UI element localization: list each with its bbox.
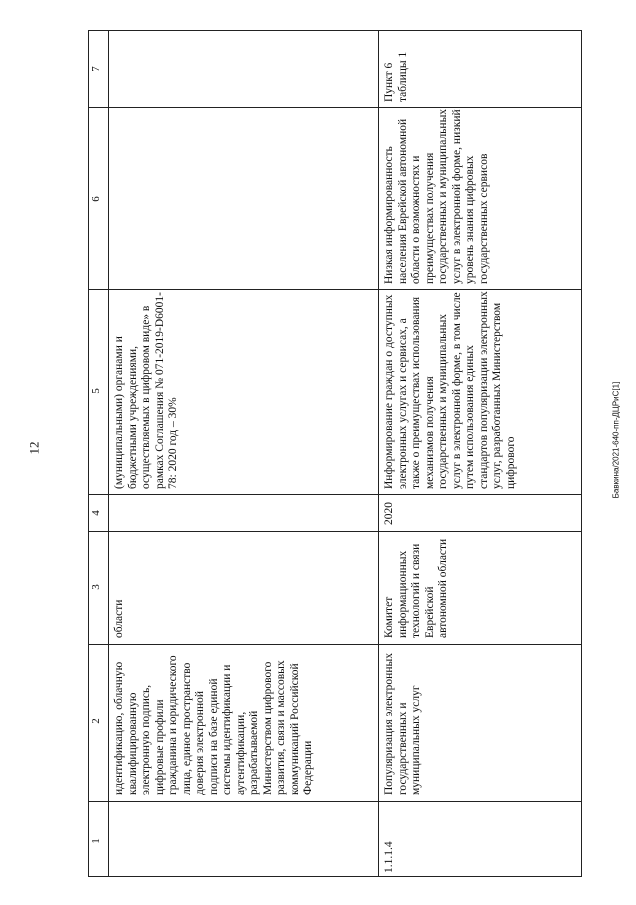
- row-1114-col3: Комитет информационных технологий и связи Еврейской автономной области: [383, 538, 449, 638]
- col-divider: [89, 494, 581, 495]
- row-1114-col6: Низкая информированность населения Еврейской автономной области о возможностях и преимуществах получения государственных и муниципальных услуг в электронной форме, низкий уровень знания цифровых государственных сервисов: [383, 108, 490, 284]
- rotated-table: [88, 30, 582, 877]
- header-col-6: 6: [89, 196, 102, 202]
- header-col-4: 4: [89, 510, 102, 516]
- header-col-5: 5: [89, 388, 102, 394]
- col-divider: [89, 289, 581, 290]
- header-col-1: 1: [89, 838, 102, 844]
- prev-row-col3: области: [113, 599, 125, 638]
- page-number: 12: [26, 441, 42, 455]
- prev-row-col2: идентификацию, облачную квалифицированную электронную подпись, цифровые профили гражданина и юридического лица, единое пространство доверия электронной подписи на базе единой системы идентификации и аутентификации, разрабатываемой Министерством цифрового развития, связи и массовых коммуникаций Российской Федерации: [113, 655, 314, 795]
- header-col-3: 3: [89, 584, 102, 590]
- row-divider: [378, 31, 379, 876]
- row-1114-col1: 1.1.1.4: [383, 841, 395, 873]
- col-divider: [89, 801, 581, 802]
- footer-code-text: Бавкина/2021-640-пп-ДЦРиС[1]: [611, 381, 621, 499]
- row-1114-col2: Популяризация электронных государственных и муниципальных услуг: [383, 653, 422, 795]
- header-col-7: 7: [89, 66, 102, 72]
- col-divider: [89, 107, 581, 108]
- header-col-2: 2: [89, 718, 102, 724]
- row-1114-col5: Информирование граждан о доступных электронных услугах и сервисах, а также о преимуществах использования механизмов получения государственных и муниципальных услуг в электронной форме, в том числе путем использования единых стандартов популяризации электронных услуг, разработанных Министерством цифрового: [383, 291, 517, 489]
- col-divider: [89, 531, 581, 532]
- row-divider: [108, 31, 109, 876]
- footer-code: [596, 381, 636, 499]
- row-1114-col4: 2020: [383, 502, 395, 525]
- col-divider: [89, 644, 581, 645]
- prev-row-col5: (муниципальными) органами и бюджетными учреждениями, осуществляемых в цифровом виде» в рамках Соглашения № 071-2019-D6001-78: 2020 год – 30%: [113, 292, 179, 489]
- row-1114-col7: Пункт 6 таблицы 1: [383, 51, 409, 102]
